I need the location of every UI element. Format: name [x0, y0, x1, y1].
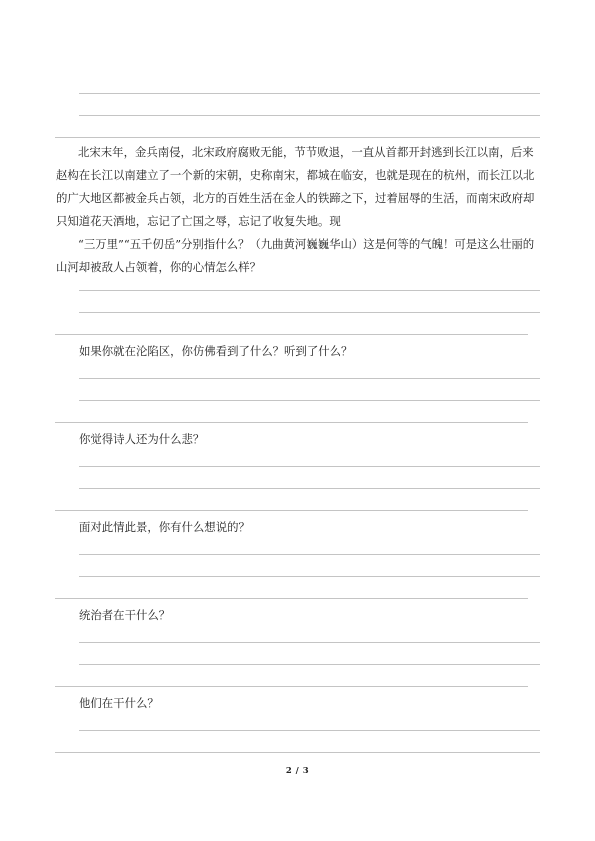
question-poet-sorrow: 你觉得诗人还为什么悲？ [79, 432, 205, 446]
answer-line [79, 664, 540, 665]
answer-line [79, 488, 540, 489]
question-rulers: 统治者在干什么？ [79, 608, 171, 622]
answer-line [79, 576, 540, 577]
question-they: 他们在干什么？ [79, 696, 159, 710]
answer-line [79, 378, 540, 379]
question-what-to-say: 面对此情此景，你有什么想说的？ [79, 520, 250, 534]
answer-line [79, 466, 540, 467]
answer-line [79, 730, 540, 731]
answer-line [55, 334, 528, 335]
answer-line [55, 422, 528, 423]
answer-line [79, 554, 540, 555]
question-paragraph: “三万里”“五千仞岳”分别指什么？（九曲黄河巍巍华山）这是何等的气魄！可是这么壮丽的山河却被敌人占领着，你的心情怎么样？ [56, 237, 535, 274]
answer-line [79, 400, 540, 401]
answer-line [79, 115, 540, 116]
question-occupied-area: 如果你就在沦陷区，你仿佛看到了什么？听到了什么？ [79, 344, 353, 358]
answer-line [55, 686, 528, 687]
answer-line [79, 290, 540, 291]
answer-line [55, 510, 528, 511]
background-paragraph: 北宋末年，金兵南侵，北宋政府腐败无能，节节败退，一直从首都开封逃到长江以南，后来赵构在长江以南建立了一个新的宋朝，史称南宋，都城在临安，也就是现在的杭州，而长江以北的广大地区都被金兵占领，北方的百姓生活在金人的铁蹄之下，过着屈辱的生活，而南宋政府却只知道花天酒地，忘记了亡国之辱，忘记了收复失地。现 [56, 145, 535, 228]
page-number: 2 / 3 [285, 766, 310, 776]
answer-line [79, 93, 540, 94]
answer-line [55, 137, 540, 138]
answer-line [79, 312, 540, 313]
answer-line [55, 598, 528, 599]
answer-line [79, 642, 540, 643]
answer-line [55, 752, 540, 753]
